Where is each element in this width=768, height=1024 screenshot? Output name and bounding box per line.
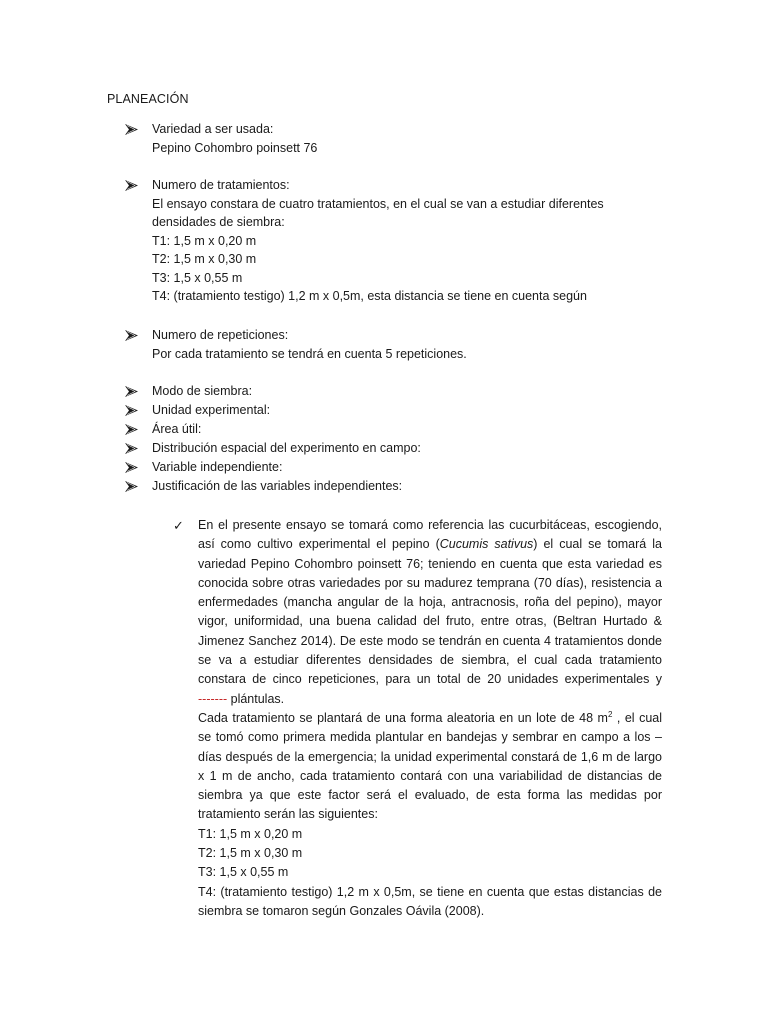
superscript: 2 xyxy=(607,709,613,719)
list-item-line: densidades de siembra: xyxy=(152,215,285,229)
list-item-line: Justificación de las variables independientes: xyxy=(152,479,403,493)
list-item-line: Pepino Cohombro poinsett 76 xyxy=(152,140,318,155)
list-item-line: T4: (tratamiento testigo) 1,2 m x 0,5m, esta distancia se tiene en cuenta según xyxy=(152,289,587,303)
list-item-line: T1: 1,5 m x 0,20 m xyxy=(152,233,257,248)
list-item-line: Distribución espacial del experimento en campo: xyxy=(152,441,421,455)
list-item-line: T3: 1,5 x 0,55 m xyxy=(152,270,243,285)
list-item-line: Área útil: xyxy=(152,422,202,436)
list-item-line: Numero de repeticiones: xyxy=(152,328,289,342)
page-title: PLANEACIÓN xyxy=(107,92,189,106)
text-run: Cada tratamiento se plantará de una forma aleatoria en un lote de 48 m xyxy=(198,710,608,725)
list-item-line: Numero de tratamientos: xyxy=(152,178,290,192)
paragraph-line: enfermedades (mancha angular de la hoja, antracnosis, roña del pepino), mayor xyxy=(198,595,662,610)
paragraph-line: se va a estudiar diferentes densidades de siembra, el cual cada tratamiento xyxy=(198,653,662,668)
paragraph-line xyxy=(198,709,662,728)
checkmark-icon: ✓ xyxy=(173,518,184,533)
arrow-bullet-icon xyxy=(125,424,138,435)
text-run: ) el cual se tomará la xyxy=(533,537,662,552)
justification-paragraph xyxy=(198,516,662,921)
paragraph-line: siembra se tomaron según Gonzales Oávila (2008). xyxy=(198,903,485,918)
paragraph-line: T3: 1,5 x 0,55 m xyxy=(198,865,289,880)
paragraph-line: En el presente ensayo se tomará como referencia las cucurbitáceas, escogiendo, xyxy=(198,518,662,532)
paragraph-line: x 1 m de ancho, cada tratamiento contará con una variabilidad de distancias de xyxy=(198,768,662,783)
paragraph-line: tratamiento serán las siguientes: xyxy=(198,807,378,822)
text-run: así como cultivo experimental el pepino ( xyxy=(198,537,440,552)
text-run: , el cual xyxy=(612,710,662,725)
species-name: Cucumis sativus xyxy=(439,537,534,552)
paragraph-line: vigor, uniformidad, una buena calidad del fruto, entre otras, (Beltran Hurtado & xyxy=(198,614,662,629)
list-item-line: T2: 1,5 m x 0,30 m xyxy=(152,252,257,266)
paragraph-line: siembra ya que este factor será el evaluado, de esta forma las medidas por xyxy=(198,788,662,803)
paragraph-line: variedad Pepino Cohombro poinsett 76; teniendo en cuenta que esta variedad es xyxy=(198,556,662,571)
list-item-line: Por cada tratamiento se tendrá en cuenta 5 repeticiones. xyxy=(152,346,467,361)
paragraph-line xyxy=(198,690,662,709)
paragraph-line: constara de cinco repeticiones, para un total de 20 unidades experimentales y xyxy=(198,672,662,687)
paragraph-line: T2: 1,5 m x 0,30 m xyxy=(198,846,303,861)
list-item-line: Variedad a ser usada: xyxy=(152,122,274,136)
list-item-line: El ensayo constara de cuatro tratamientos, en el cual se van a estudiar diferentes xyxy=(152,196,604,211)
list-item-line: Unidad experimental: xyxy=(152,403,271,417)
paragraph-line: T1: 1,5 m x 0,20 m xyxy=(198,826,303,841)
list-item-line: Modo de siembra: xyxy=(152,384,253,398)
arrow-bullet-icon xyxy=(125,481,138,492)
arrow-bullet-icon xyxy=(125,124,138,135)
arrow-bullet-icon xyxy=(125,462,138,473)
arrow-bullet-icon xyxy=(125,405,138,416)
paragraph-line: conocida sobre otras variedades por su madurez temprana (70 días), resistencia a xyxy=(198,575,662,590)
arrow-bullet-icon xyxy=(125,330,138,341)
text-run: plántulas. xyxy=(227,691,285,706)
red-placeholder-dashes: ------- xyxy=(198,691,228,706)
arrow-bullet-icon xyxy=(125,180,138,191)
paragraph-line: se tomó como primera medida plantular en bandejas y sembrar en campo a los – xyxy=(198,730,662,745)
paragraph-line: días después de la emergencia; la unidad experimental constará de 1,6 m de largo xyxy=(198,749,662,764)
arrow-bullet-icon xyxy=(125,386,138,397)
paragraph-line xyxy=(198,535,662,554)
paragraph-line: T4: (tratamiento testigo) 1,2 m x 0,5m, se tiene en cuenta que estas distancias de xyxy=(198,884,662,899)
list-item-line: Variable independiente: xyxy=(152,460,283,474)
arrow-bullet-icon xyxy=(125,443,138,454)
paragraph-line: Jimenez Sanchez 2014). De este modo se tendrán en cuenta 4 tratamientos donde xyxy=(198,633,662,648)
